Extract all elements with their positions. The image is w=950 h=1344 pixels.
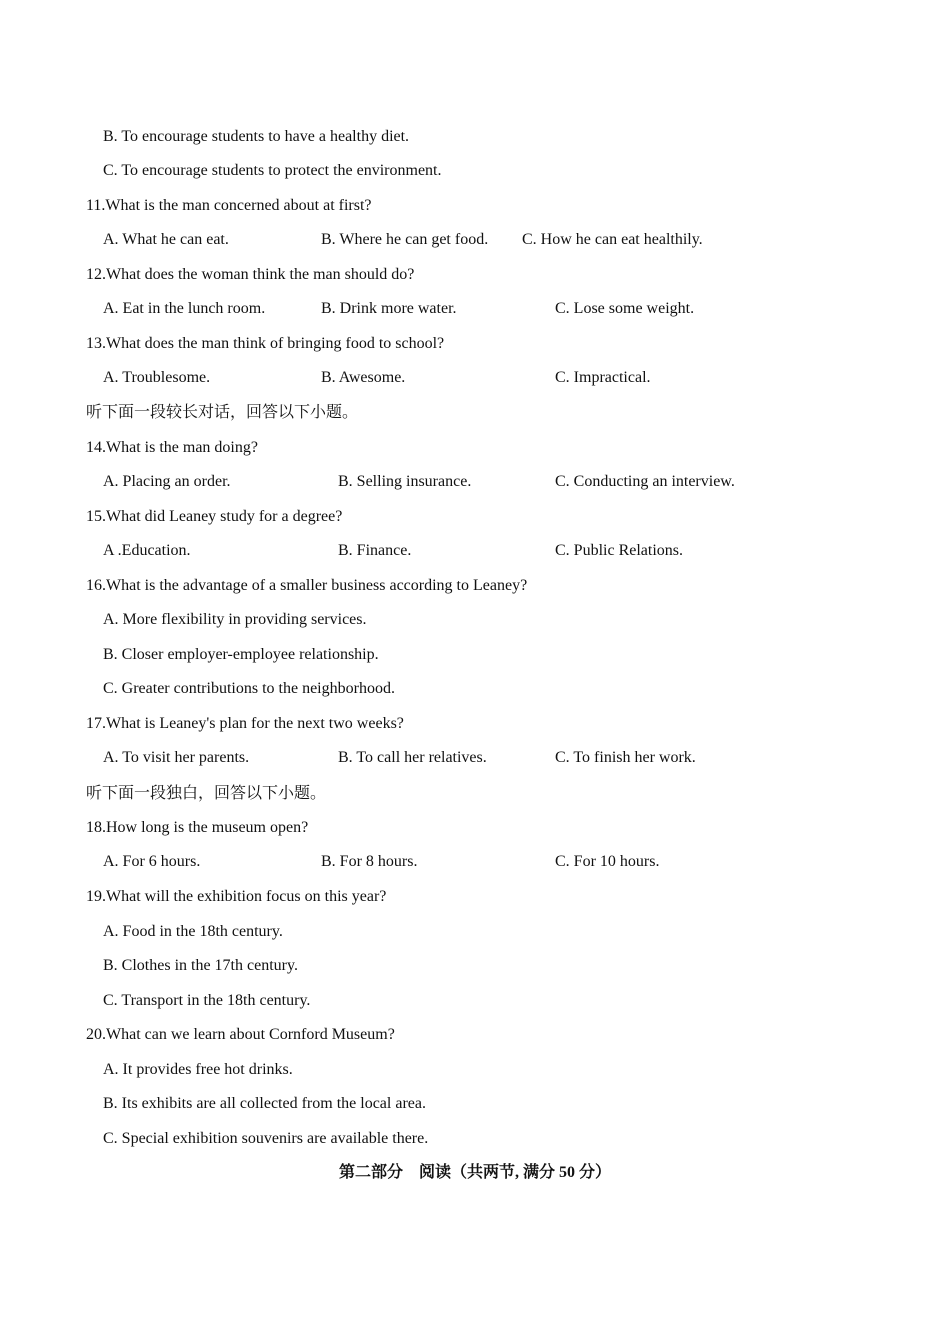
option-c: C. To finish her work. (555, 749, 696, 766)
option-b: B. Drink more water. (321, 300, 457, 317)
instruction-long-dialogue: 听下面一段较长对话，回答以下小题。 (86, 404, 359, 421)
option-b: B. Where he can get food. (321, 231, 489, 248)
question-20-option-c: C. Special exhibition souvenirs are available there. (103, 1130, 429, 1147)
option-c: C. Impractical. (555, 369, 651, 386)
question-15-options (0, 541, 950, 561)
q10-option-c: C. To encourage students to protect the environment. (103, 162, 442, 179)
option-a: A. What he can eat. (103, 231, 229, 248)
question-15-stem: 15.What did Leaney study for a degree? (86, 508, 343, 525)
question-20-stem: 20.What can we learn about Cornford Museum? (86, 1026, 395, 1043)
option-c: C. Public Relations. (555, 542, 683, 559)
question-18-stem: 18.How long is the museum open? (86, 819, 309, 836)
question-12-stem: 12.What does the woman think the man should do? (86, 266, 415, 283)
question-11-options (0, 230, 950, 250)
question-20-option-b: B. Its exhibits are all collected from the local area. (103, 1095, 426, 1112)
question-16-option-c: C. Greater contributions to the neighborhood. (103, 680, 395, 697)
option-c: C. Lose some weight. (555, 300, 695, 317)
question-13-options (0, 368, 950, 388)
question-14-stem: 14.What is the man doing? (86, 439, 258, 456)
q10-option-b: B. To encourage students to have a healthy diet. (103, 128, 410, 145)
instruction-monologue: 听下面一段独白，回答以下小题。 (86, 785, 327, 802)
option-b: B. To call her relatives. (338, 749, 487, 766)
question-16-option-a: A. More flexibility in providing services. (103, 611, 367, 628)
option-b: B. Finance. (338, 542, 412, 559)
option-c: C. Conducting an interview. (555, 473, 735, 490)
option-a: A. Eat in the lunch room. (103, 300, 266, 317)
option-c: C. How he can eat healthily. (522, 231, 703, 248)
option-c: C. For 10 hours. (555, 853, 660, 870)
question-20-option-a: A. It provides free hot drinks. (103, 1061, 293, 1078)
option-a: A. To visit her parents. (103, 749, 250, 766)
option-a: A. For 6 hours. (103, 853, 201, 870)
question-19-option-a: A. Food in the 18th century. (103, 923, 283, 940)
question-19-option-b: B. Clothes in the 17th century. (103, 957, 298, 974)
question-16-option-b: B. Closer employer-employee relationship. (103, 646, 379, 663)
option-b: B. For 8 hours. (321, 853, 418, 870)
section-title: 第二部分 阅读（共两节, 满分 50 分） (338, 1164, 611, 1181)
option-a: A. Troublesome. (103, 369, 211, 386)
question-17-stem: 17.What is Leaney's plan for the next two weeks? (86, 715, 404, 732)
question-19-stem: 19.What will the exhibition focus on this year? (86, 888, 387, 905)
question-14-options (0, 472, 950, 492)
option-b: B. Awesome. (321, 369, 406, 386)
question-16-stem: 16.What is the advantage of a smaller business according to Leaney? (86, 577, 528, 594)
question-18-options (0, 852, 950, 872)
question-13-stem: 13.What does the man think of bringing food to school? (86, 335, 445, 352)
option-a: A .Education. (103, 542, 191, 559)
option-b: B. Selling insurance. (338, 473, 472, 490)
question-17-options (0, 748, 950, 768)
question-11-stem: 11.What is the man concerned about at first? (86, 197, 372, 214)
option-a: A. Placing an order. (103, 473, 231, 490)
question-19-option-c: C. Transport in the 18th century. (103, 992, 311, 1009)
question-12-options (0, 299, 950, 319)
